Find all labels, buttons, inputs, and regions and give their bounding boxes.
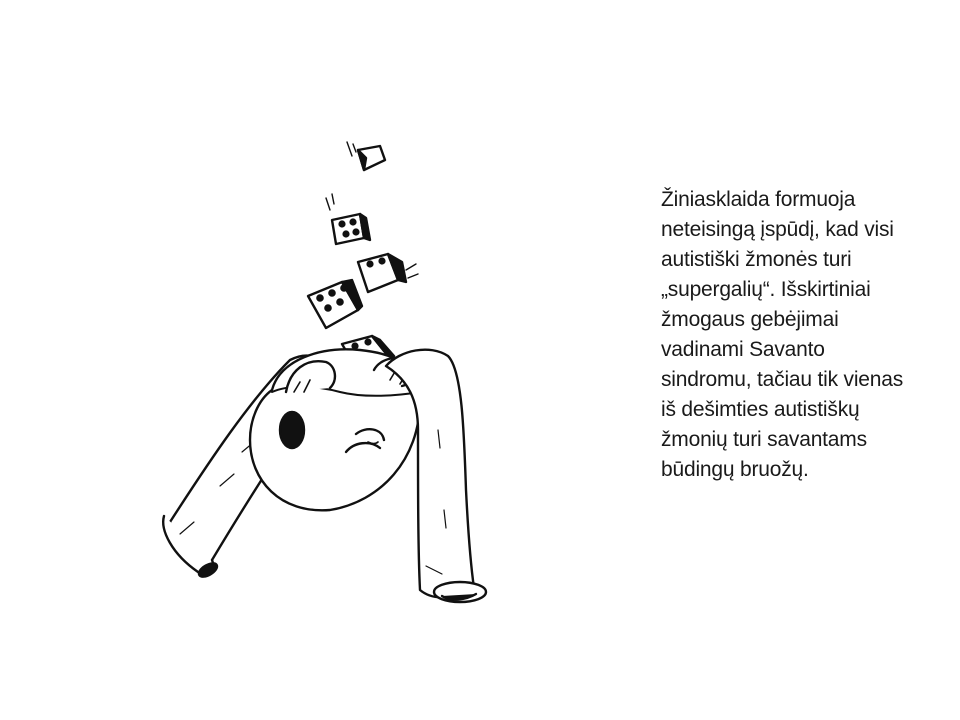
caption-line: žmonių turi savantams bbox=[661, 428, 867, 451]
caption-line: būdingų bruožų. bbox=[661, 458, 809, 481]
caption-line: Žiniasklaida formuoja bbox=[661, 188, 856, 211]
caption-line: „supergalių“. Išskirtiniai bbox=[661, 278, 871, 301]
falling-block-lego-3 bbox=[308, 280, 362, 328]
caption-line: autistiški žmonės turi bbox=[661, 248, 852, 271]
character-with-blocks-illustration bbox=[150, 130, 510, 630]
caption-line: iš dešimties autistiškų bbox=[661, 398, 860, 421]
falling-block-lego-2 bbox=[358, 254, 418, 292]
caption-line: neteisingą įspūdį, kad visi bbox=[661, 218, 894, 241]
caption-line: sindromu, tačiau tik vienas bbox=[661, 368, 904, 391]
caption-text bbox=[661, 185, 931, 485]
falling-block-lego-1 bbox=[326, 194, 370, 244]
caption-line: vadinami Savanto bbox=[661, 338, 825, 361]
caption-line: žmogaus gebėjimai bbox=[661, 308, 839, 331]
falling-block-small bbox=[347, 142, 385, 170]
